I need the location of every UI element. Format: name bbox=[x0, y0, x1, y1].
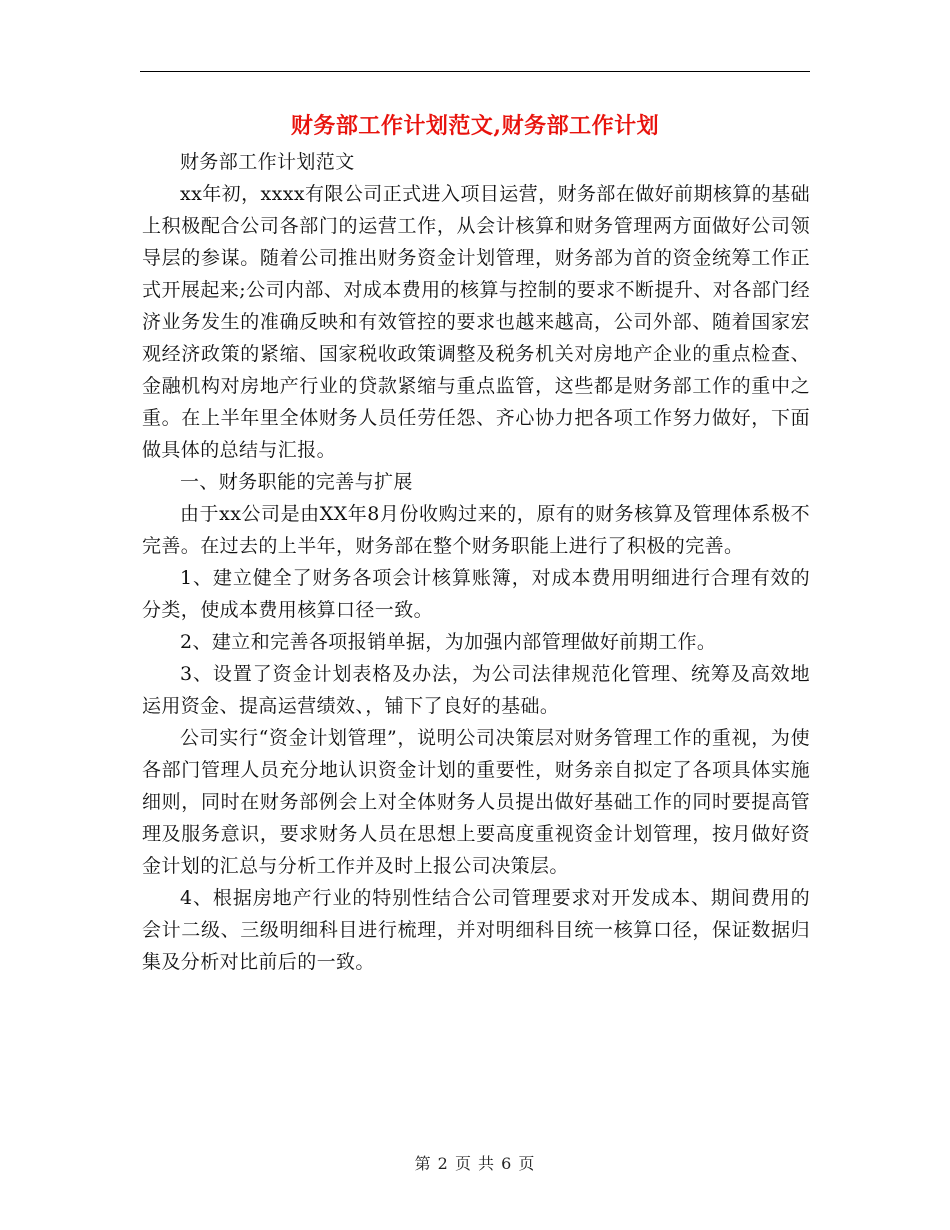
list-item-4: 4、根据房地产行业的特别性结合公司管理要求对开发成本、期间费用的会计二级、三级明细科目进行梳理，并对明细科目统一核算口径，保证数据归集及分析对比前后的一致。 bbox=[142, 887, 810, 973]
paragraph-background: 由于xx公司是由XX年8月份收购过来的，原有的财务核算及管理体系极不完善。在过去的上半年，财务部在整个财务职能上进行了积极的完善。 bbox=[142, 503, 810, 557]
section-heading: 一、财务职能的完善与扩展 bbox=[180, 471, 413, 493]
list-item-1: 1、建立健全了财务各项会计核算账簿，对成本费用明细进行合理有效的分类，使成本费用核算口径一致。 bbox=[142, 567, 810, 621]
document-body bbox=[142, 146, 810, 978]
paragraph-subtitle: 财务部工作计划范文 bbox=[180, 151, 355, 173]
page-number: 第 2 页 共 6 页 bbox=[414, 1154, 536, 1173]
document-title: 财务部工作计划范文,财务部工作计划 bbox=[290, 113, 660, 139]
header-rule bbox=[140, 71, 810, 72]
list-item-3: 3、设置了资金计划表格及办法，为公司法律规范化管理、统筹及高效地运用资金、提高运营绩效、，铺下了良好的基础。 bbox=[142, 663, 810, 717]
paragraph-fund-plan: 公司实行“资金计划管理”，说明公司决策层对财务管理工作的重视，为使各部门管理人员充分地认识资金计划的重要性，财务亲自拟定了各项具体实施细则，同时在财务部例会上对全体财务人员提出做好基础工作的同时要提高管理及服务意识，要求财务人员在思想上要高度重视资金计划管理，按月做好资金计划的汇总与分析工作并及时上报公司决策层。 bbox=[142, 727, 810, 877]
list-item-2: 2、建立和完善各项报销单据，为加强内部管理做好前期工作。 bbox=[180, 631, 717, 653]
paragraph-intro: xx年初，xxxx有限公司正式进入项目运营，财务部在做好前期核算的基础上积极配合公司各部门的运营工作，从会计核算和财务管理两方面做好公司领导层的参谋。随着公司推出财务资金计划管理，财务部为首的资金统筹工作正式开展起来;公司内部、对成本费用的核算与控制的要求不断提升、对各部门经济业务发生的准确反映和有效管控的要求也越来越高，公司外部、随着国家宏观经济政策的紧缩、国家税收政策调整及税务机关对房地产企业的重点检查、金融机构对房地产行业的贷款紧缩与重点监管，这些都是财务部工作的重中之重。在上半年里全体财务人员任劳任怨、齐心协力把各项工作努力做好，下面做具体的总结与汇报。 bbox=[142, 183, 810, 461]
